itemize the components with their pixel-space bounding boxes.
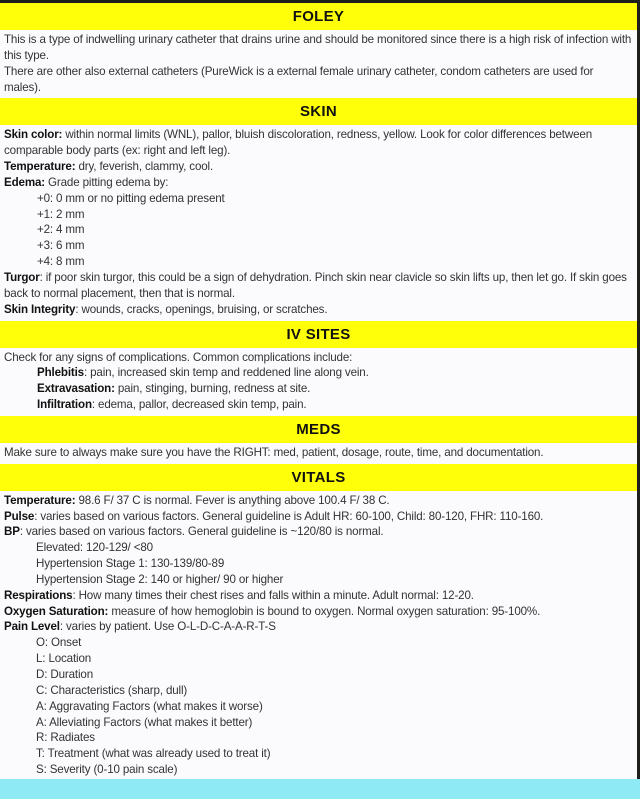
text-line — [4, 699, 633, 715]
text-line — [4, 302, 633, 318]
line-text: 98.6 F/ 37 C is normal. Fever is anything above 100.4 F/ 38 C. — [75, 493, 390, 507]
text-line — [4, 445, 633, 461]
text-line — [4, 683, 633, 699]
line-label: Skin color: — [4, 128, 63, 142]
line-text: O: Onset — [36, 636, 82, 650]
text-line — [4, 730, 633, 746]
section-iv-sites — [0, 321, 637, 416]
text-line — [4, 493, 633, 509]
line-text: T: Treatment (what was already used to treat it) — [36, 747, 271, 761]
text-line — [4, 509, 633, 525]
section-heading: SKIN — [0, 98, 637, 125]
text-line — [4, 207, 633, 223]
text-line — [4, 397, 633, 413]
text-line — [4, 238, 633, 254]
line-text: : varies based on various factors. General guideline is Adult HR: 60-100, Child: 80-120, FHR: 110-160. — [34, 509, 544, 523]
line-label: Extravasation: — [37, 382, 115, 396]
section-heading: IV SITES — [0, 321, 637, 348]
line-label: Temperature: — [4, 493, 76, 507]
line-text: Hypertension Stage 2: 140 or higher/ 90 or higher — [36, 572, 284, 586]
text-line — [4, 191, 633, 207]
text-line — [4, 762, 633, 778]
section-foley — [0, 3, 637, 98]
line-label: Respirations — [4, 588, 73, 602]
line-text: measure of how hemoglobin is bound to oxygen. Normal oxygen saturation: 95-100%. — [108, 604, 541, 618]
line-text: There are other also external catheters (PureWick is a external female urinary catheter, condom catheters are used for males). — [4, 64, 594, 94]
line-label: Edema: — [4, 175, 45, 189]
text-line — [4, 222, 633, 238]
line-text: : How many times their chest rises and falls within a minute. Adult normal: 12-20. — [72, 588, 474, 602]
text-line — [4, 604, 633, 620]
text-line — [4, 159, 633, 175]
text-line — [4, 556, 633, 572]
line-label: Oxygen Saturation: — [4, 604, 109, 618]
text-line — [4, 350, 633, 366]
line-text: within normal limits (WNL), pallor, bluish discoloration, redness, yellow. Look for color differences between comparable body parts (ex: right and left leg). — [4, 128, 592, 158]
text-line — [4, 715, 633, 731]
section-vitals — [0, 464, 637, 779]
section-skin — [0, 98, 637, 320]
line-label: Infiltration — [37, 398, 92, 412]
line-text: Check for any signs of complications. Common complications include: — [4, 350, 353, 364]
line-text: Make sure to always make sure you have the RIGHT: med, patient, dosage, route, time, and documentation. — [4, 445, 544, 459]
section-heading: MEDS — [0, 416, 637, 443]
line-text: +1: 2 mm — [37, 207, 85, 221]
line-text: D: Duration — [36, 668, 93, 681]
line-text: : pain, increased skin temp and reddened line along vein. — [83, 366, 369, 380]
text-line — [4, 365, 633, 381]
section-body — [0, 30, 637, 98]
line-label: Pulse — [4, 509, 35, 523]
line-text: +0: 0 mm or no pitting edema present — [37, 191, 225, 205]
line-label: Turgor — [4, 270, 40, 284]
line-text: : edema, pallor, decreased skin temp, pain. — [91, 398, 307, 412]
text-line — [4, 175, 633, 191]
line-text: L: Location — [36, 652, 92, 666]
text-line — [4, 524, 633, 540]
line-text: R: Radiates — [36, 731, 95, 745]
section-body — [0, 348, 637, 416]
text-line — [4, 667, 633, 683]
line-text: +3: 6 mm — [37, 239, 85, 253]
text-line — [4, 381, 633, 397]
text-line — [4, 572, 633, 588]
line-text: +2: 4 mm — [37, 223, 85, 237]
text-line — [4, 651, 633, 667]
line-text: : varies by patient. Use O-L-D-C-A-A-R-T-S — [59, 620, 276, 634]
text-line — [4, 588, 633, 604]
section-meds — [0, 416, 637, 464]
line-label: BP — [4, 525, 20, 539]
line-text: Grade pitting edema by: — [44, 175, 169, 189]
line-text: Elevated: 120-129/ <80 — [36, 541, 153, 555]
line-text: Hypertension Stage 1: 130-139/80-89 — [36, 557, 225, 571]
line-label: Skin Integrity — [4, 302, 76, 316]
line-text: dry, feverish, clammy, cool. — [75, 160, 214, 174]
text-line — [4, 64, 633, 96]
line-text: : if poor skin turgor, this could be a sign of dehydration. Pinch skin near clavicle so skin lifts up, then let go. If skin goes back to normal placement, then that is normal. — [4, 270, 627, 300]
line-text: pain, stinging, burning, redness at site. — [114, 382, 311, 396]
section-body — [0, 491, 637, 779]
line-text: +4: 8 mm — [37, 255, 85, 269]
line-text: S: Severity (0-10 pain scale) — [36, 763, 178, 777]
section-body — [0, 125, 637, 320]
line-text: : varies based on various factors. General guideline is ~120/80 is normal. — [19, 525, 384, 539]
text-line — [4, 32, 633, 64]
line-text: : wounds, cracks, openings, bruising, or scratches. — [75, 302, 328, 316]
line-text: A: Alleviating Factors (what makes it better) — [36, 715, 253, 729]
line-text: This is a type of indwelling urinary catheter that drains urine and should be monitored since there is a high risk of infection with this type. — [4, 33, 632, 62]
section-body — [0, 443, 637, 464]
bottom-bar — [0, 779, 640, 799]
line-text: C: Characteristics (sharp, dull) — [36, 683, 188, 697]
section-heading: FOLEY — [0, 3, 637, 30]
text-line — [4, 746, 633, 762]
text-line — [4, 619, 633, 635]
document-page — [0, 3, 637, 779]
line-label: Pain Level — [4, 620, 60, 634]
text-line — [4, 635, 633, 651]
text-line — [4, 127, 633, 159]
text-line — [4, 540, 633, 556]
line-label: Phlebitis — [37, 366, 84, 380]
section-heading: VITALS — [0, 464, 637, 491]
line-label: Temperature: — [4, 160, 76, 174]
text-line — [4, 254, 633, 270]
line-text: A: Aggravating Factors (what makes it worse) — [36, 699, 263, 713]
text-line — [4, 270, 633, 302]
